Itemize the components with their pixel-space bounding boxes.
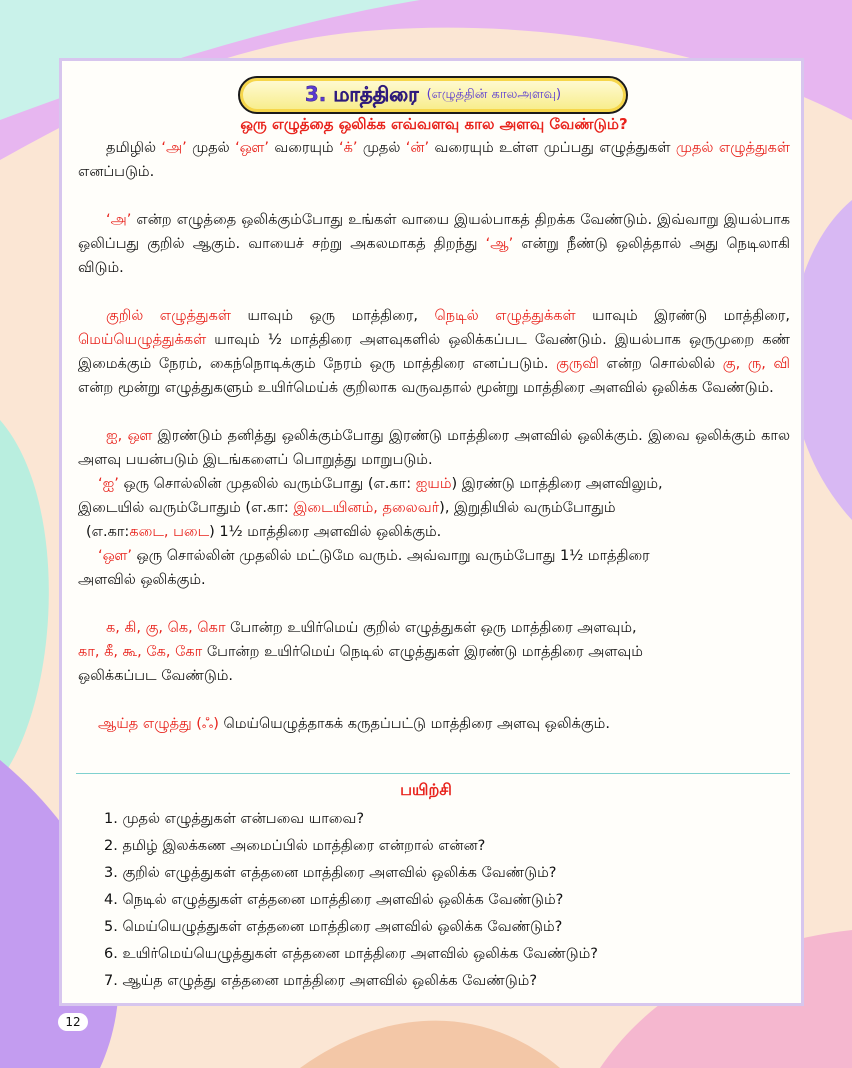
chapter-title-banner bbox=[238, 76, 628, 114]
exercise-question: 6. உயிர்மெய்யெழுத்துகள் எத்தனை மாத்திரை அளவில் ஒலிக்க வேண்டும்? bbox=[104, 946, 598, 962]
exercise-question: 5. மெய்யெழுத்துகள் எத்தனை மாத்திரை அளவில் ஒலிக்க வேண்டும்? bbox=[104, 919, 563, 935]
paragraph-1: தமிழில் ‘அ’ முதல் ‘ஔ’ வரையும் ‘க்’ முதல் ‘ன்’ வரையும் உள்ள முப்பது எழுத்துகள் முதல் எழுத்துகள் எனப்படும். bbox=[78, 140, 791, 180]
exercise-question: 4. நெடில் எழுத்துகள் எத்தனை மாத்திரை அளவில் ஒலிக்க வேண்டும்? bbox=[104, 892, 564, 908]
chapter-subtitle: (எழுத்தின் காலஅளவு) bbox=[426, 87, 562, 102]
paragraph-5: ‘ஐ’ ஒரு சொல்லின் முதலில் வரும்போது (எ.கா: ஐயம்) இரண்டு மாத்திரை அளவிலும், bbox=[98, 476, 663, 492]
paragraph-5-line-3: (எ.கா:கடை, படை) 1½ மாத்திரை அளவில் ஒலிக்கும். bbox=[86, 524, 442, 540]
exercise-question: 3. குறில் எழுத்துகள் எத்தனை மாத்திரை அளவில் ஒலிக்க வேண்டும்? bbox=[104, 865, 557, 881]
paragraph-4: ஐ, ஔ இரண்டும் தனித்து ஒலிக்கும்போது இரண்டு மாத்திரை அளவில் ஒலிக்கும். இவை ஒலிக்கும் கால அளவு பயன்படும் இடங்களைப் பொறுத்து மாறுபடும். bbox=[78, 428, 790, 468]
exercise-question-list bbox=[104, 806, 598, 995]
paragraph-7-line-2: கா, கீ, கூ, கே, கோ போன்ற உயிர்மெய் நெடில் எழுத்துகள் இரண்டு மாத்திரை அளவும் bbox=[78, 644, 643, 660]
paragraph-6-line-2: அளவில் ஒலிக்கும். bbox=[78, 572, 206, 588]
chapter-title: 3. மாத்திரை bbox=[304, 81, 419, 106]
paragraph-7-line-3: ஒலிக்கப்பட வேண்டும். bbox=[78, 668, 234, 684]
exercise-question: 1. முதல் எழுத்துகள் என்பவை யாவை? bbox=[104, 811, 365, 827]
paragraph-7: க, கி, கு, கெ, கொ போன்ற உயிர்மெய் குறில் எழுத்துகள் ஒரு மாத்திரை அளவும், bbox=[106, 620, 637, 636]
paragraph-6: ‘ஔ’ ஒரு சொல்லின் முதலில் மட்டுமே வரும். அவ்வாறு வரும்போது 1½ மாத்திரை bbox=[98, 548, 650, 564]
paragraph-8: ஆய்த எழுத்து (ஃ) மெய்யெழுத்தாகக் கருதப்பட்டு மாத்திரை அளவு ஒலிக்கும். bbox=[98, 716, 610, 732]
lesson-question: ஒரு எழுத்தை ஒலிக்க எவ்வளவு கால அளவு வேண்டும்? bbox=[240, 115, 628, 133]
exercise-question: 7. ஆய்த எழுத்து எத்தனை மாத்திரை அளவில் ஒலிக்க வேண்டும்? bbox=[104, 973, 538, 989]
paragraph-3: குறில் எழுத்துகள் யாவும் ஒரு மாத்திரை, நெடில் எழுத்துக்கள் யாவும் இரண்டு மாத்திரை, மெய்யெழுத்துக்கள் யாவும் ½ மாத்திரை அளவுகளில் ஒலிக்கப்பட வேண்டும். இயல்பாக ஒருமுறை கண் இமைக்கும் நேரம், கைந்நொடிக்கும் நேரம் ஒரு மாத்திரை எனப்படும். குருவி என்ற சொல்லில் கு, ரு, வி என்ற மூன்று எழுத்துகளும் உயிர்மெய்க் குறிலாக வருவதால் மூன்று மாத்திரை அளவில் ஒலிக்க வேண்டும். bbox=[78, 308, 791, 396]
exercise-question: 2. தமிழ் இலக்கண அமைப்பில் மாத்திரை என்றால் என்ன? bbox=[104, 838, 486, 854]
paragraph-5-line-2: இடையில் வரும்போதும் (எ.கா: இடையினம், தலைவர்), இறுதியில் வரும்போதும் bbox=[78, 500, 616, 516]
lesson-body bbox=[78, 112, 790, 736]
paragraph-2: ‘அ’ என்ற எழுத்தை ஒலிக்கும்போது உங்கள் வாயை இயல்பாகத் திறக்க வேண்டும். இவ்வாறு இயல்பாக ஒலிப்பது குறில் ஆகும். வாயைச் சற்று அகலமாகத் திறந்து ‘ஆ’ என்று நீண்டு ஒலித்தால் அது நெடிலாகி விடும். bbox=[78, 212, 790, 276]
section-divider bbox=[76, 773, 790, 774]
exercise-title: பயிற்சி bbox=[400, 780, 452, 799]
page-number: 12 bbox=[58, 1013, 88, 1031]
